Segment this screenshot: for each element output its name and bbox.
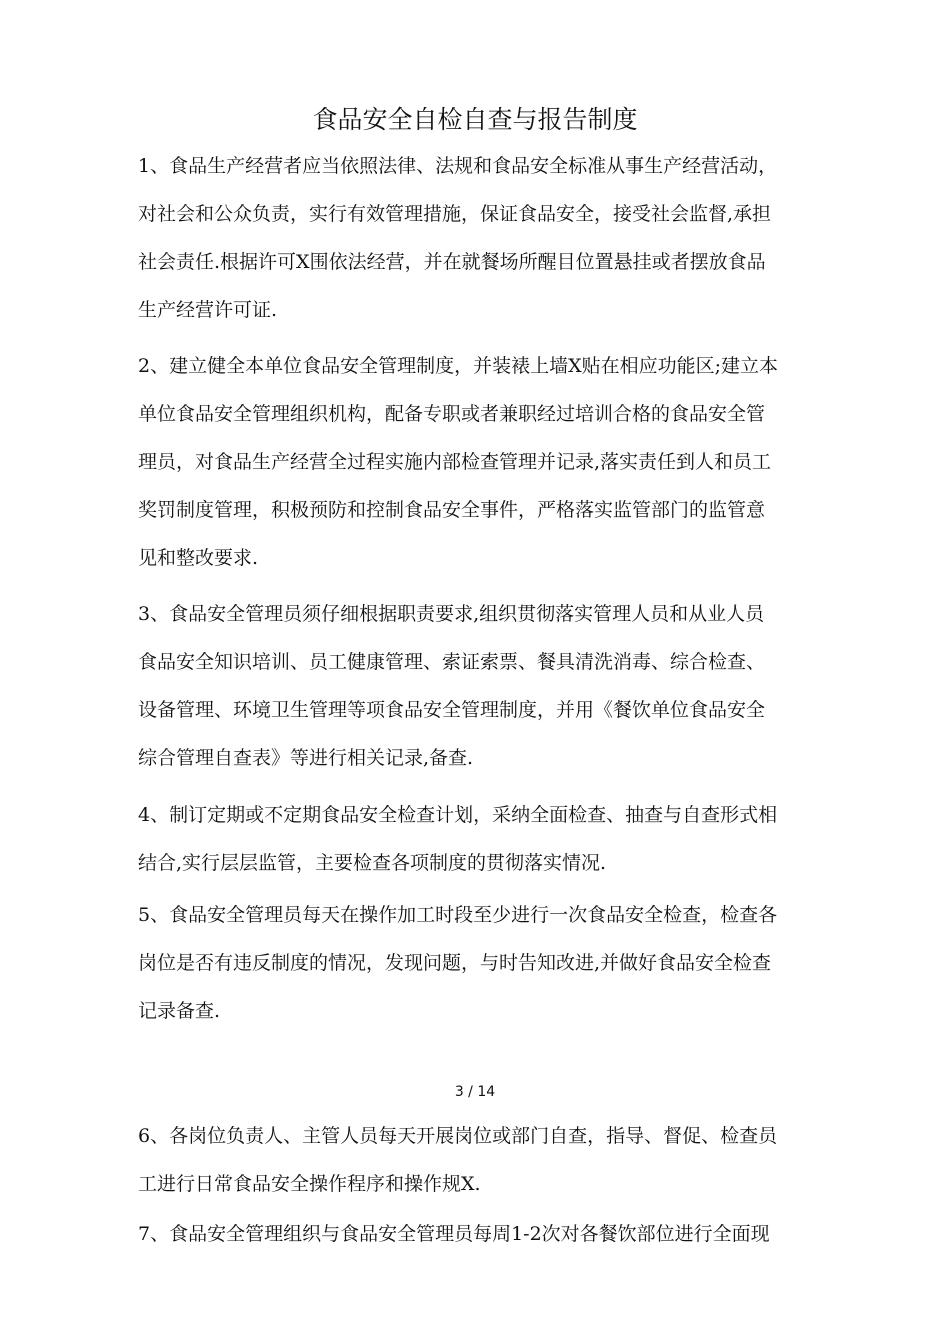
text-line: 单位食品安全管理组织机构，配备专职或者兼职经过培训合格的食品安全管 bbox=[138, 403, 766, 425]
text-line: 5、食品安全管理员每天在操作加工时段至少进行一次食品安全检查，检查各 bbox=[138, 904, 778, 926]
text-line: 见和整改要求. bbox=[138, 547, 259, 569]
text-line: 1、食品生产经营者应当依照法律、法规和食品安全标准从事生产经营活动， bbox=[138, 155, 778, 177]
text-line: 岗位是否有违反制度的情况，发现问题，与时告知改进,并做好食品安全检查 bbox=[138, 952, 772, 974]
text-line: 记录备查. bbox=[138, 1000, 221, 1022]
text-line: 生产经营许可证. bbox=[138, 299, 278, 321]
text-line: 设备管理、环境卫生管理等项食品安全管理制度，并用《餐饮单位食品安全 bbox=[138, 699, 766, 721]
paragraph-1 bbox=[138, 142, 838, 334]
text-line: 结合,实行层层监管，主要检查各项制度的贯彻落实情况. bbox=[138, 852, 607, 874]
paragraph-2 bbox=[138, 342, 838, 582]
text-line: 奖罚制度管理，积极预防和控制食品安全事件，严格落实监管部门的监管意 bbox=[138, 499, 766, 521]
paragraph-5 bbox=[138, 891, 838, 1035]
text-line: 理员，对食品生产经营全过程实施内部检查管理并记录,落实责任到人和员工 bbox=[138, 451, 772, 473]
text-line: 6、各岗位负责人、主管人员每天开展岗位或部门自查，指导、督促、检查员 bbox=[138, 1125, 778, 1147]
text-line: 综合管理自查表》等进行相关记录,备查. bbox=[138, 747, 474, 769]
text-line: 社会责任.根据许可X围依法经营，并在就餐场所醒目位置悬挂或者摆放食品 bbox=[138, 251, 766, 273]
paragraph-4 bbox=[138, 791, 838, 887]
text-line: 4、制订定期或不定期食品安全检查计划，采纳全面检查、抽查与自查形式相 bbox=[138, 804, 778, 826]
text-line: 食品安全知识培训、员工健康管理、索证索票、餐具清洗消毒、综合检查、 bbox=[138, 651, 766, 673]
paragraph-3 bbox=[138, 590, 838, 782]
paragraph-6 bbox=[138, 1112, 838, 1208]
text-line: 工进行日常食品安全操作程序和操作规X. bbox=[138, 1173, 481, 1195]
text-line: 3、食品安全管理员须仔细根据职责要求,组织贯彻落实管理人员和从业人员 bbox=[138, 603, 765, 625]
document-title: 食品安全自检自查与报告制度 bbox=[312, 105, 638, 134]
text-line: 2、建立健全本单位食品安全管理制度，并装裱上墙X贴在相应功能区;建立本 bbox=[138, 355, 779, 377]
text-line: 7、食品安全管理组织与食品安全管理员每周1-2次对各餐饮部位进行全面现 bbox=[138, 1223, 770, 1245]
text-line: 对社会和公众负责，实行有效管理措施，保证食品安全，接受社会监督,承担 bbox=[138, 203, 772, 225]
paragraph-7 bbox=[138, 1210, 838, 1258]
page-number: 3 / 14 bbox=[454, 1084, 496, 1100]
